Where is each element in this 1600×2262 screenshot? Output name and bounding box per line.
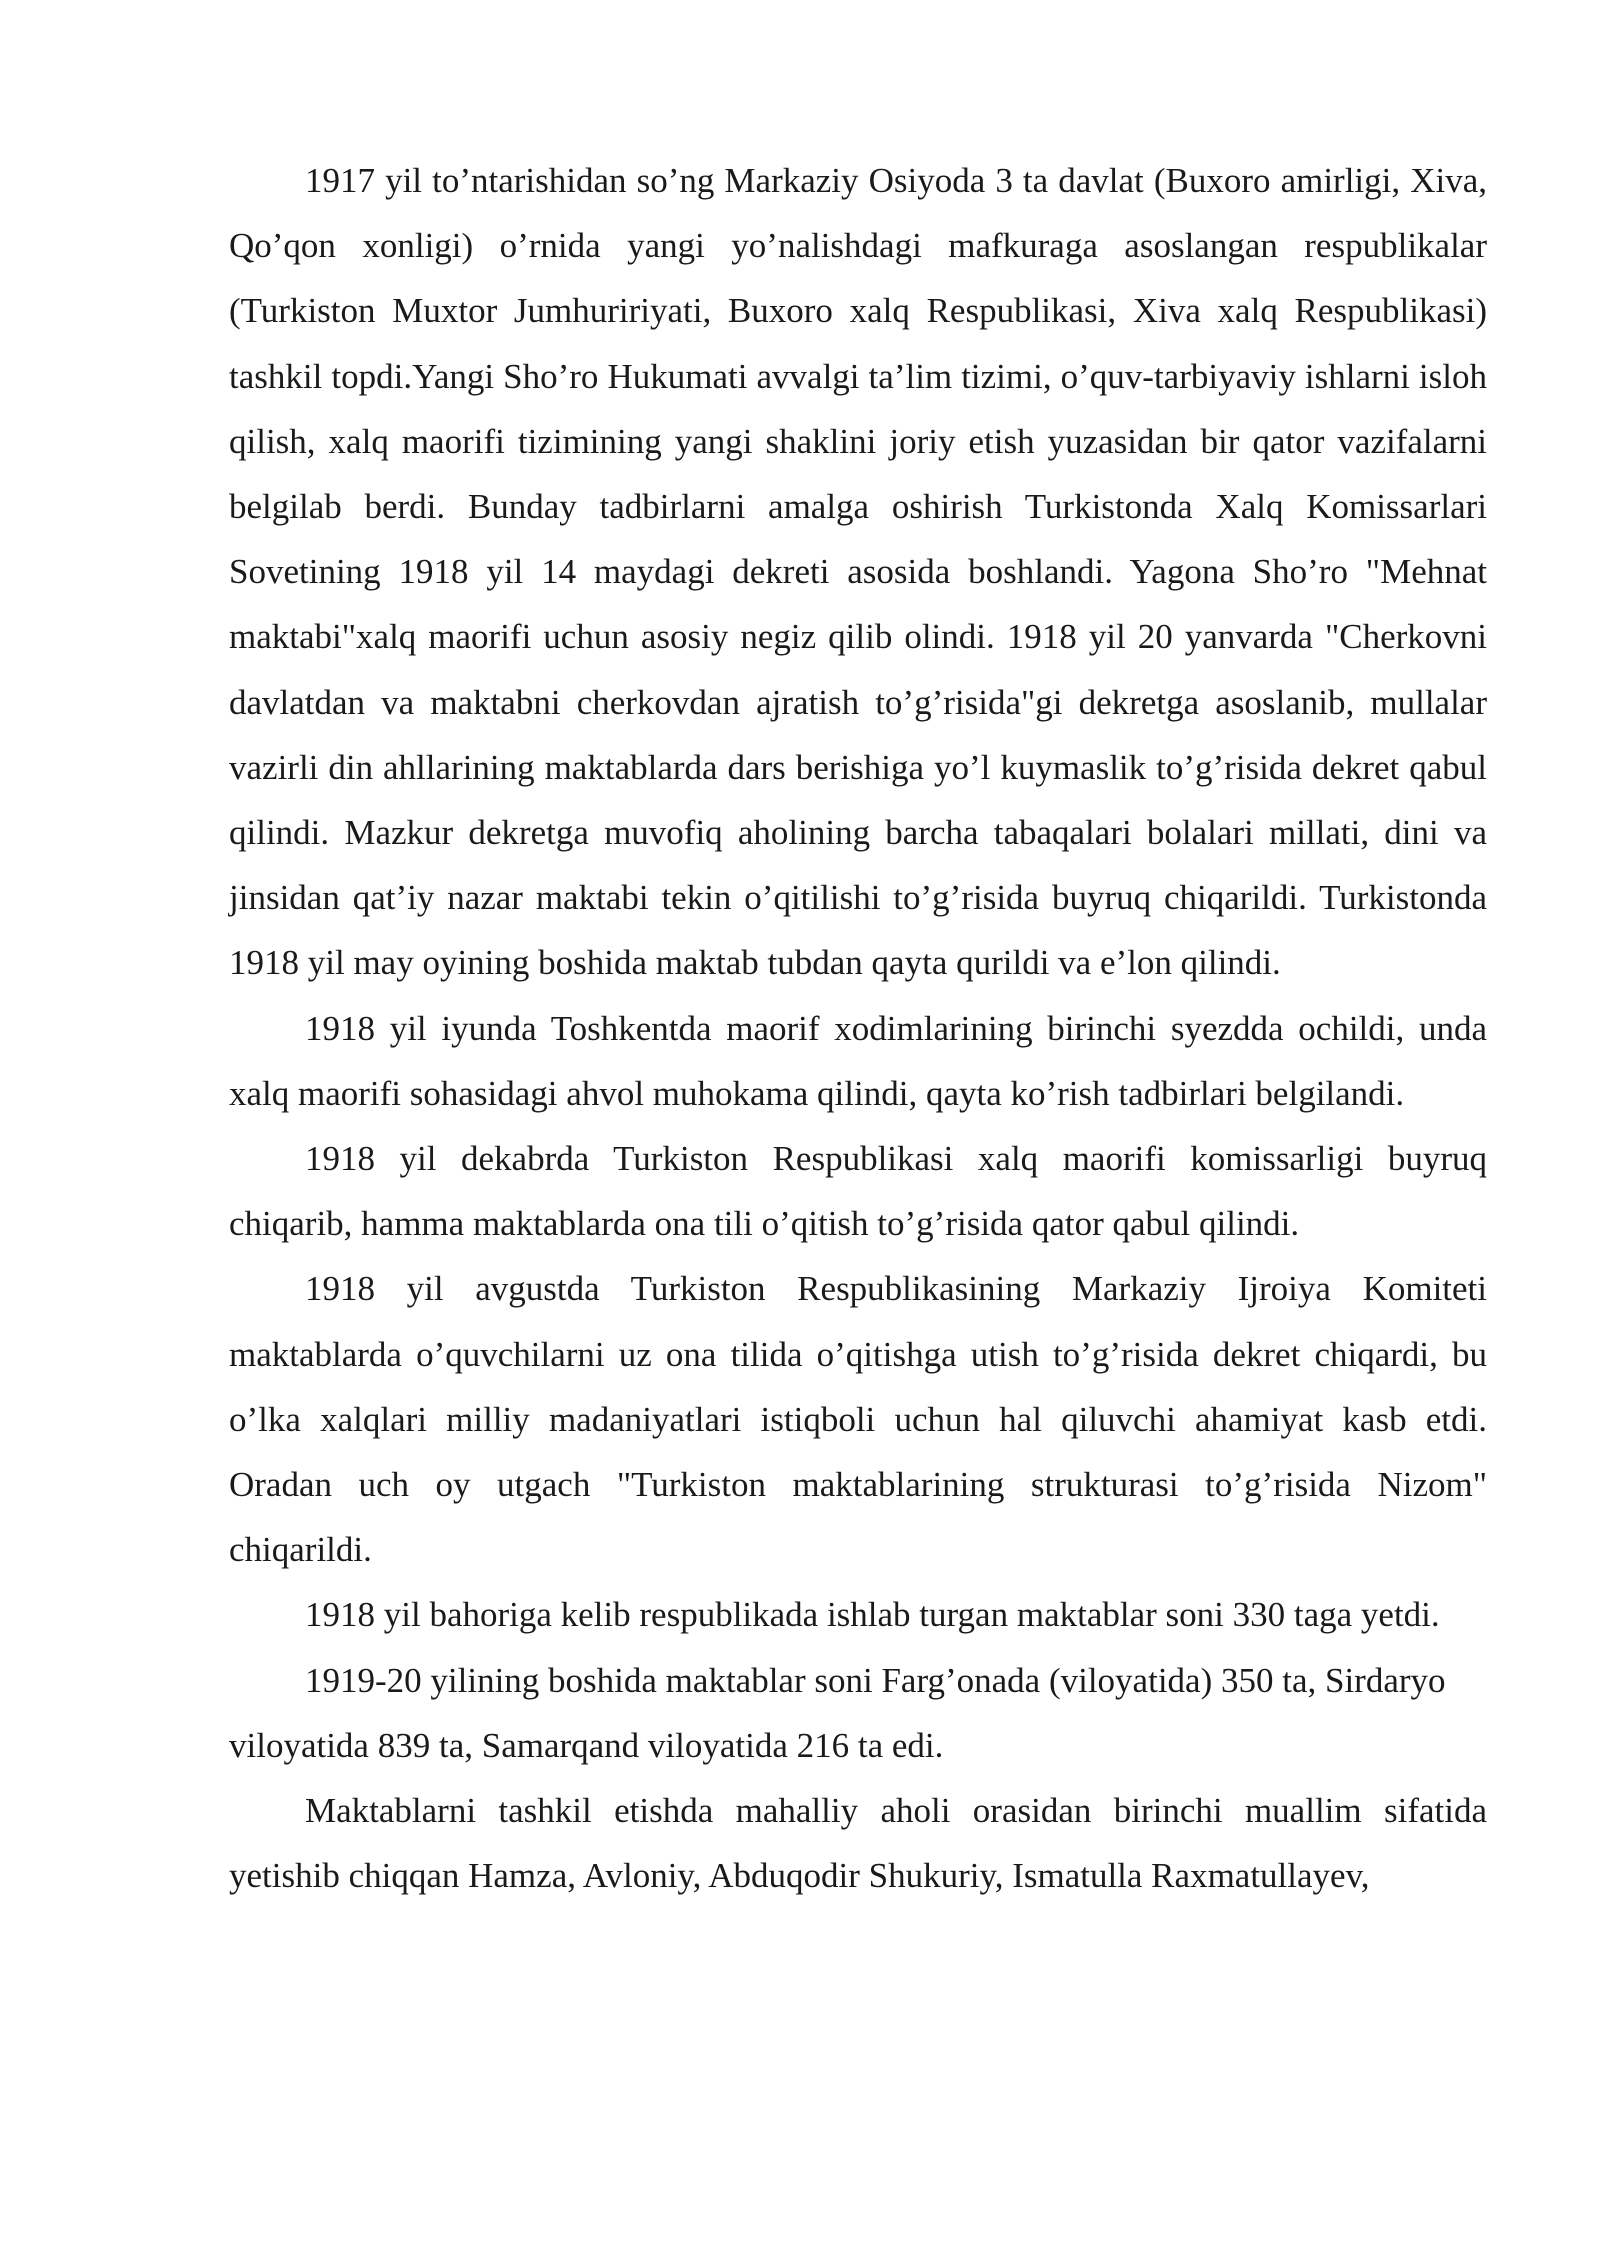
paragraph-2: 1918 yil iyunda Toshkentda maorif xodimlarining birinchi syezdda ochildi, unda xalq maorifi sohasidagi ahvol muhokama qilindi, qayta ko’rish tadbirlari belgilandi.: [229, 1008, 1487, 1113]
paragraph-5: 1918 yil bahoriga kelib respublikada ishlab turgan maktablar soni 330 taga yetdi.: [305, 1595, 1440, 1635]
paragraph-6: 1919-20 yilining boshida maktablar soni Farg’onada (viloyatida) 350 ta, Sirdaryo viloyatida 839 ta, Samarqand viloyatida 216 ta edi.: [229, 1660, 1446, 1765]
document-page: [229, 148, 1487, 1908]
paragraph-7: Maktablarni tashkil etishda mahalliy aholi orasidan birinchi muallim sifatida yetishib chiqqan Hamza, Avloniy, Abduqodir Shukuriy, Ismatulla Raxmatullayev,: [229, 1791, 1487, 1896]
paragraph-3: 1918 yil dekabrda Turkiston Respublikasi xalq maorifi komissarligi buyruq chiqarib, hamma maktablarda ona tili o’qitish to’g’risida qator qabul qilindi.: [229, 1139, 1487, 1244]
paragraph-4: 1918 yil avgustda Turkiston Respublikasining Markaziy Ijroiya Komiteti maktablarda o’quvchilarni uz ona tilida o’qitishga utish to’g’risida dekret chiqardi, bu o’lka xalqlari milliy madaniyatlari istiqboli uchun hal qiluvchi ahamiyat kasb etdi. Oradan uch oy utgach "Turkiston maktablarining strukturasi to’g’risida Nizom" chiqarildi.: [229, 1269, 1487, 1570]
paragraph-1: 1917 yil to’ntarishidan so’ng Markaziy Osiyoda 3 ta davlat (Buxoro amirligi, Xiva, Qo’qon xonligi) o’rnida yangi yo’nalishdagi mafkuraga asoslangan respublikalar (Turkiston Muxtor Jumhuririyati, Buxoro xalq Respublikasi, Xiva xalq Respublikasi) tashkil topdi.Yangi Sho’ro Hukumati avvalgi ta’lim tizimi, o’quv-tarbiyaviy ishlarni isloh qilish, xalq maorifi tizimining yangi shaklini joriy etish yuzasidan bir qator vazifalarni belgilab berdi. Bunday tadbirlarni amalga oshirish Turkistonda Xalq Komissarlari Sovetining 1918 yil 14 maydagi dekreti asosida boshlandi. Yagona Sho’ro "Mehnat maktabi"xalq maorifi uchun asosiy negiz qilib olindi. 1918 yil 20 yanvarda "Cherkovni davlatdan va maktabni cherkovdan ajratish to’g’risida"gi dekretga asoslanib, mullalar vazirli din ahllarining maktablarda dars berishiga yo’l kuymaslik to’g’risida dekret qabul qilindi. Mazkur dekretga muvofiq aholining barcha tabaqalari bolalari millati, dini va jinsidan qat’iy nazar maktabi tekin o’qitilishi to’g’risida buyruq chiqarildi. Turkistonda 1918 yil may oyining boshida maktab tubdan qayta qurildi va e’lon qilindi.: [229, 161, 1487, 983]
